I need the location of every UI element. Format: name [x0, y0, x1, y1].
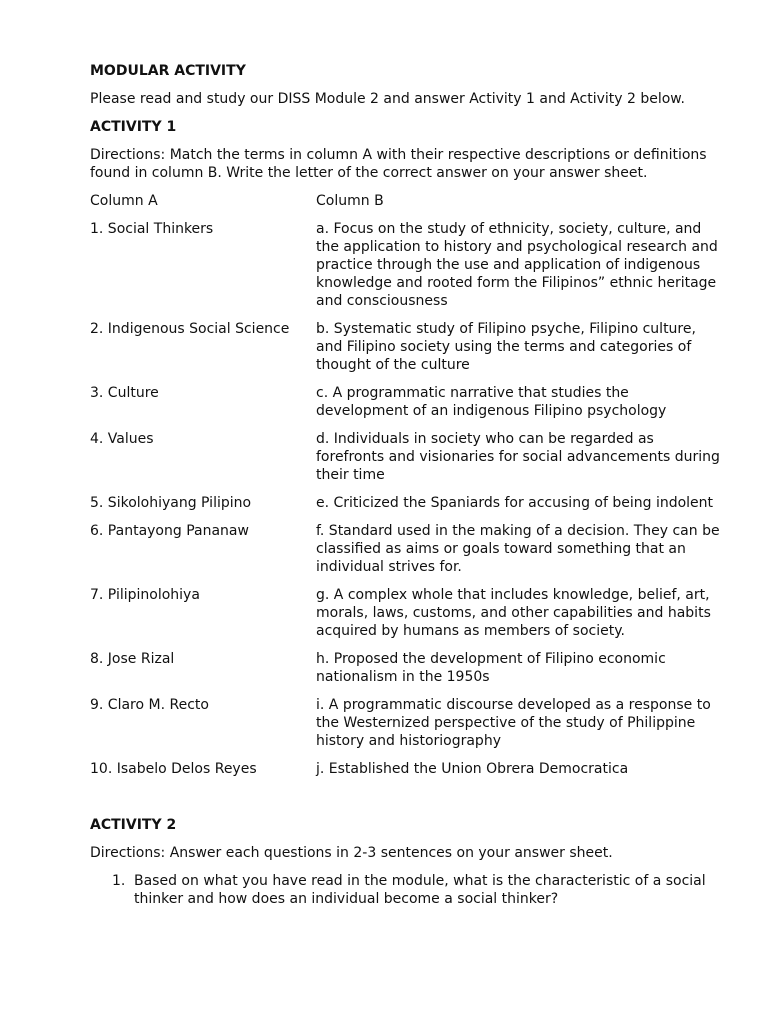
definition-cell: i. A programmatic discourse developed as a response to the Westernized perspective of the study of Philippine history and historiography [316, 697, 711, 749]
definition-cell: b. Systematic study of Filipino psyche, Filipino culture, and Filipino society using the terms and categories of thought of the culture [316, 321, 696, 373]
definition-cell: j. Established the Union Obrera Democratica [316, 761, 629, 777]
definition-cell: e. Criticized the Spaniards for accusing of being indolent [316, 495, 714, 511]
matching-row [90, 384, 730, 420]
matching-header-row [90, 192, 730, 210]
term-cell: 2. Indigenous Social Science [90, 321, 290, 337]
definition-cell: a. Focus on the study of ethnicity, society, culture, and the application to history and psychological research and practice through the use and application of indigenous knowledge and rooted form the Filipinos” ethnic heritage and consciousness [316, 221, 718, 309]
intro-text: Please read and study our DISS Module 2 and answer Activity 1 and Activity 2 below. [90, 91, 685, 107]
term-cell: 4. Values [90, 431, 154, 447]
term-cell: 6. Pantayong Pananaw [90, 523, 249, 539]
definition-cell: g. A complex whole that includes knowledge, belief, art, morals, laws, customs, and other capabilities and habits acquired by humans as members of society. [316, 587, 711, 639]
term-cell: 1. Social Thinkers [90, 221, 214, 237]
matching-row [90, 586, 730, 640]
matching-row [90, 430, 730, 484]
matching-table [90, 192, 730, 778]
activity1-directions: Directions: Match the terms in column A with their respective descriptions or definitions found in column B. Write the letter of the correct answer on your answer sheet. [90, 147, 707, 181]
term-cell: 7. Pilipinolohiya [90, 587, 200, 603]
term-cell: 8. Jose Rizal [90, 651, 175, 667]
activity2-heading: ACTIVITY 2 [90, 817, 177, 833]
matching-row [90, 650, 730, 686]
question-text: Based on what you have read in the module, what is the characteristic of a social thinker and how does an individual become a social thinker? [134, 873, 706, 907]
matching-row [90, 522, 730, 576]
question-number: 1. [112, 873, 126, 889]
section-spacer [90, 788, 768, 816]
document-title: MODULAR ACTIVITY [90, 63, 246, 79]
term-cell: 3. Culture [90, 385, 159, 401]
definition-cell: c. A programmatic narrative that studies the development of an indigenous Filipino psychology [316, 385, 667, 419]
matching-row [90, 760, 730, 778]
matching-row [90, 320, 730, 374]
matching-row [90, 494, 730, 512]
term-cell: 5. Sikolohiyang Pilipino [90, 495, 252, 511]
activity1-heading: ACTIVITY 1 [90, 119, 177, 135]
matching-row [90, 220, 730, 310]
activity2-directions: Directions: Answer each questions in 2-3 sentences on your answer sheet. [90, 845, 613, 861]
column-a-header: Column A [90, 193, 158, 209]
question-list [90, 872, 730, 908]
question-item [90, 872, 730, 908]
definition-cell: d. Individuals in society who can be regarded as forefronts and visionaries for social advancements during their time [316, 431, 720, 483]
column-b-header: Column B [316, 193, 384, 209]
term-cell: 9. Claro M. Recto [90, 697, 209, 713]
definition-cell: f. Standard used in the making of a decision. They can be classified as aims or goals toward something that an individual strives for. [316, 523, 720, 575]
matching-row [90, 696, 730, 750]
definition-cell: h. Proposed the development of Filipino economic nationalism in the 1950s [316, 651, 666, 685]
term-cell: 10. Isabelo Delos Reyes [90, 761, 257, 777]
